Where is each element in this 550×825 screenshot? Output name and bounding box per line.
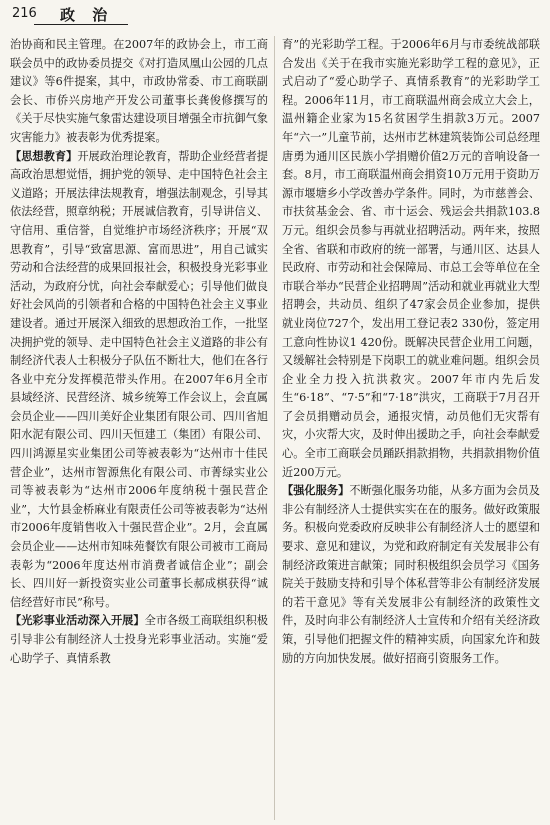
section-title-service: 【强化服务】 bbox=[282, 484, 350, 498]
page-header bbox=[8, 4, 544, 26]
paragraph-service bbox=[282, 482, 540, 668]
section-text-service: 不断强化服务功能，从多方面为会员及非公有制经济人士提供实实在在的服务。做好政策服务。积极向党委政府反映非公有制经济人士的愿望和要求、意见和建议，为党和政府制定有关发展非公有制经济政策进言献策；同时积极组织会员学习《国务院关于鼓励支持和引导个体私营等非公有制经济发展的若干意见》等有关发展非公有制经济的政策性文件，及时向非公有制经济人士宣传和介绍有关经济政策，引导他们把握文件的精神实质，向国家允许和鼓励的方向加快发展。做好招商引资服务工作。 bbox=[282, 484, 540, 665]
paragraph-guangcai bbox=[10, 612, 268, 668]
section-text-guangcai: 全市各级工商联组织积极引导非公有制经济人士投身光彩事业活动。实施“爱心助学子、真情系教 bbox=[10, 614, 268, 665]
page-number: 216 bbox=[12, 6, 37, 21]
header-rule bbox=[34, 24, 128, 25]
paragraph-guangcai-continued: 育”的光彩助学工程。于2006年6月与市委统战部联合发出《关于在我市实施光彩助学工程的意见》，正式启动了“爱心助学子、真情系教育”的光彩助学工程。2006年11月，市工商联温州商会成立大会上，温州籍企业家为15名贫困学生捐款3万元。2007年“六一”儿童节前，达州市艺林建筑装饰公司总经理唐勇为通川区民族小学捐赠价值2万元的音响设备一套。8月，市工商联温州商会捐资10万元用于资助万源市堰塘乡小学改善办学条件。同时，为市慈善会、市扶贫基金会、省、市十运会、残运会共捐款103.8万元。组织会员参与再就业招聘活动。两年来，按照全省、省联和市政府的统一部署，与通川区、达县人民政府、市劳动和社会保障局、市总工会等单位在全市联合举办“民营企业招聘周”活动和就业再就业大型招聘会，共动员、组织了47家会员企业参加，提供就业岗位727个，发出用工登记表2 330份，签定用工意向性协议1 420份。既解决民营企业用工问题，又缓解社会特别是下岗职工的就业难问题。组织会员企业全力投入抗洪救灾。2007年市内先后发生“6·18”、“7·5”和“7·18”洪灾，工商联于7月召开了会员捐赠动员会，通报灾情，动员他们无灾帮有灾，小灾帮大灾，及时伸出援助之手，向社会奉献爱心。全市工商联会员踊跃捐款捐物，共捐款捐物价值近200万元。 bbox=[282, 38, 540, 479]
column-divider bbox=[274, 36, 275, 820]
paragraph-continued: 治协商和民主管理。在2007年的政协会上，市工商联会员中的政协委员提交《对打造凤凰山公园的几点建议》等6件提案，其中，市政协常委、市工商联副会长、市侨兴房地产开发公司董事长龚俊修撰写的《关于尽快实施气象雷达建设项目增强全市抗御气象灾害能力》被表彰为优秀提案。 bbox=[10, 38, 268, 144]
section-title-ideology: 【思想教育】 bbox=[10, 149, 78, 163]
section-title-guangcai: 【光彩事业活动深入开展】 bbox=[10, 614, 145, 628]
section-text-ideology: 开展政治理论教育，帮助企业经营者提高政治思想觉悟，拥护党的领导、走中国特色社会主义道路；开展法律法规教育，增强法制观念，引导其依法经营，照章纳税；开展诚信教育，引导讲信义、守信用、重信誉，自觉维护市场经济秩序；开展“双思教育”，引导“致富思源、富而思进”，用自己诚实劳动和合法经营的成果回报社会，积极投身光彩事业活动，为政府分忧，向社会奉献爱心；引导他们做良好社会风尚的引领者和合格的中国特色社会主义事业建设者。通过开展深入细致的思想政治工作，一批坚决拥护党的领导、走中国特色社会主义道路的非公有制经济代表人士积极分子队伍不断壮大，他们在各行各业中充分发挥模范带头作用。在2007年6月全市县域经济、民营经济、城乡统筹工作会议上，会直属会员企业——四川美好企业集团有限公司、四川省旭阳水泥有限公司、四川天恒建工（集团）有限公司、四川鸿源星实业集团公司等被表彰为“达州市十佳民营企业”，达州市智源焦化有限公司、市菁绿实业公司等被表彰为“达州市2006年度纳税十强民营企业”，大竹县金桥麻业有限责任公司等被表彰为“达州市2006年度销售收入十强民营企业”。2月，会直属会员企业——达州市知味苑餐饮有限公司被市工商局表彰为“2006年度达州市消费者诚信企业”；副会长、四川好一新投资实业公司董事长郝成棋获得“诚信经营好市民”称号。 bbox=[10, 149, 268, 609]
body-columns bbox=[10, 36, 540, 820]
left-column bbox=[10, 36, 268, 820]
paragraph-ideology-education bbox=[10, 148, 268, 613]
right-column bbox=[282, 36, 540, 820]
running-title: 政 治 bbox=[60, 6, 114, 24]
